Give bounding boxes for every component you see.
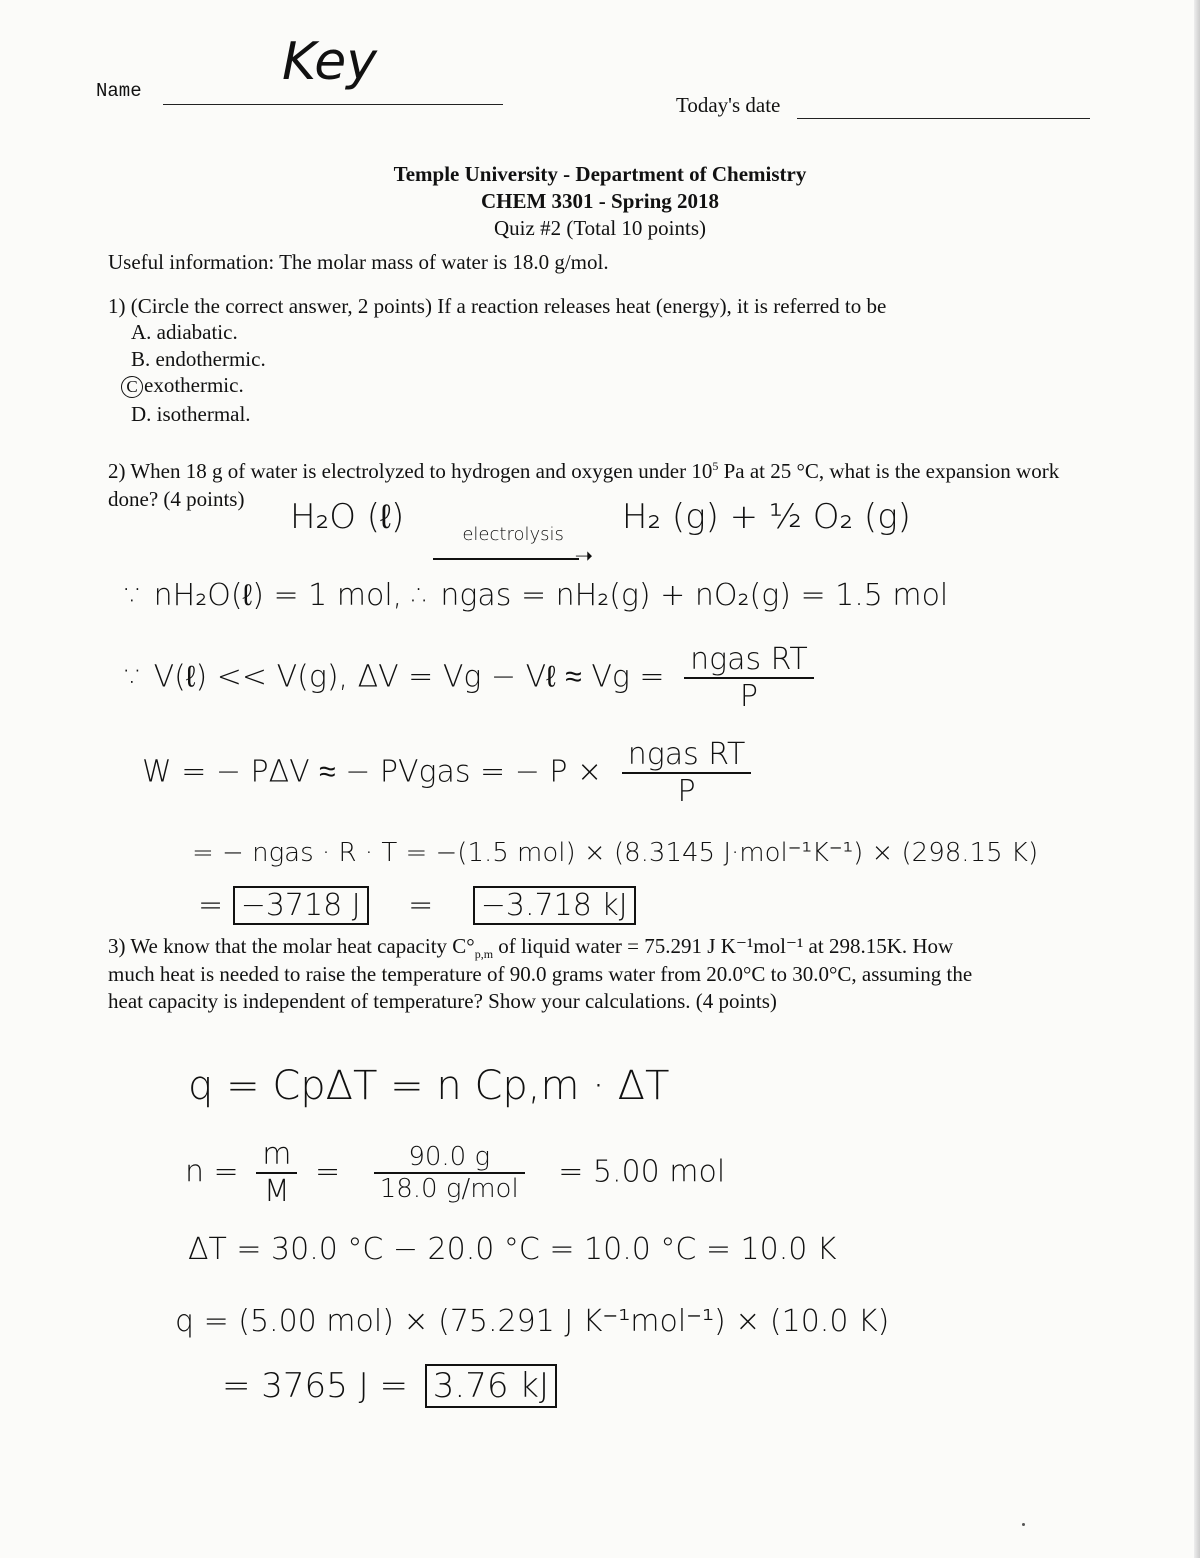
volume-numerator: ngas RT <box>684 642 814 679</box>
q3-heat-formula: q = CpΔT = n Cp,m · ΔT <box>188 1063 670 1109</box>
reaction-arrow-label: electrolysis <box>462 524 564 545</box>
quiz-title: Quiz #2 (Total 10 points) <box>494 216 706 240</box>
useful-info: Useful information: The molar mass of water is 18.0 g/mol. <box>108 250 609 274</box>
q3-prompt-b: of liquid water = 75.291 J K⁻¹mol⁻¹ at 298.15K. How <box>493 934 954 958</box>
q1-option-b: B. endothermic. <box>131 347 266 371</box>
q2-prompt-a: 2) When 18 g of water is electrolyzed to hydrogen and oxygen under 10 <box>108 459 713 483</box>
moles-result: = 5.00 mol <box>558 1154 726 1190</box>
q2-prompt-b: Pa at 25 °C, what is the expansion work <box>718 459 1060 483</box>
q2-reaction <box>290 497 911 569</box>
q3-q-substitution: q = (5.00 mol) × (75.291 J K⁻¹mol⁻¹) × (10.0 K) <box>175 1304 890 1339</box>
date-line <box>797 118 1090 119</box>
answer-eq2: = <box>408 888 434 923</box>
q2-prompt-line2: done? (4 points) <box>108 487 245 511</box>
q1-prompt: 1) (Circle the correct answer, 2 points) If a reaction releases heat (energy), it is referred to be <box>108 294 887 318</box>
volume-line-left: ∵ V(ℓ) << V(g), ΔV = Vg − Vℓ ≈ Vg = <box>125 659 665 695</box>
reaction-right: H₂ (g) + ½ O₂ (g) <box>621 497 911 537</box>
course-title: CHEM 3301 - Spring 2018 <box>480 189 719 213</box>
name-label: Name <box>96 80 142 102</box>
q3-result-line <box>222 1366 557 1406</box>
q2-moles-line: ∵ nH₂O(ℓ) = 1 mol, ∴ ngas = nH₂(g) + nO₂(g) = 1.5 mol <box>125 578 949 613</box>
answer-kilojoules: −3.718 kJ <box>473 886 636 925</box>
moles-left: n = <box>185 1154 239 1190</box>
volume-denominator: P <box>739 679 758 714</box>
result-boxed: 3.76 kJ <box>425 1364 557 1408</box>
moles-numerator-2: 90.0 g <box>374 1142 525 1174</box>
name-line <box>163 104 503 105</box>
q2-prompt-sup: 5 <box>712 459 719 473</box>
volume-fraction <box>684 642 814 714</box>
moles-eq: = <box>315 1154 341 1190</box>
moles-denominator-1: M <box>263 1174 290 1209</box>
answer-eq1: = <box>198 888 224 923</box>
q1-option-d: D. isothermal. <box>131 402 251 426</box>
work-numerator: ngas RT <box>622 737 752 774</box>
answer-circle-icon: C <box>121 376 143 398</box>
moles-denominator-2: 18.0 g/mol <box>379 1174 519 1204</box>
q2-answer-line <box>198 888 636 923</box>
q3-prompt-a: 3) We know that the molar heat capacity C° <box>108 934 475 958</box>
q3-prompt-line3: heat capacity is independent of temperature? Show your calculations. (4 points) <box>108 989 777 1013</box>
university-title: Temple University - Department of Chemistry <box>393 162 807 186</box>
answer-joules: −3718 J <box>233 886 369 925</box>
q3-delta-t: ΔT = 30.0 °C − 20.0 °C = 10.0 °C = 10.0 K <box>188 1232 837 1267</box>
scan-edge <box>1194 0 1200 1558</box>
result-left: = 3765 J = <box>222 1366 408 1406</box>
q3-moles-line <box>185 1137 725 1209</box>
q2-volume-line <box>125 642 814 714</box>
scan-speck <box>1022 1523 1025 1526</box>
q2-substitution-line: = − ngas · R · T = −(1.5 mol) × (8.3145 J·mol⁻¹K⁻¹) × (298.15 K) <box>192 838 1039 868</box>
work-denominator: P <box>677 774 696 809</box>
q1-option-a: A. adiabatic. <box>131 320 238 344</box>
q3-prompt-line1 <box>108 934 1098 962</box>
q1-option-c-label: exothermic. <box>144 373 244 397</box>
reaction-left: H₂O (ℓ) <box>290 497 405 537</box>
q2-prompt <box>108 459 1098 483</box>
q1-option-c <box>121 373 244 398</box>
q3-prompt-sub: p,m <box>474 947 494 962</box>
arrow-head-icon: ➝ <box>574 544 594 569</box>
moles-fraction-1 <box>256 1137 297 1209</box>
work-fraction <box>622 737 752 809</box>
date-label: Today's date <box>676 93 781 117</box>
moles-numerator-1: m <box>256 1137 297 1174</box>
moles-fraction-2 <box>374 1142 525 1204</box>
q2-work-line <box>142 737 751 809</box>
name-value: Key <box>282 32 378 92</box>
q3-prompt-line2: much heat is needed to raise the temperature of 90.0 grams water from 20.0°C to 30.0°C, assuming the <box>108 962 973 986</box>
work-line-left: W = − PΔV ≈ − PVgas = − P × <box>142 754 603 790</box>
